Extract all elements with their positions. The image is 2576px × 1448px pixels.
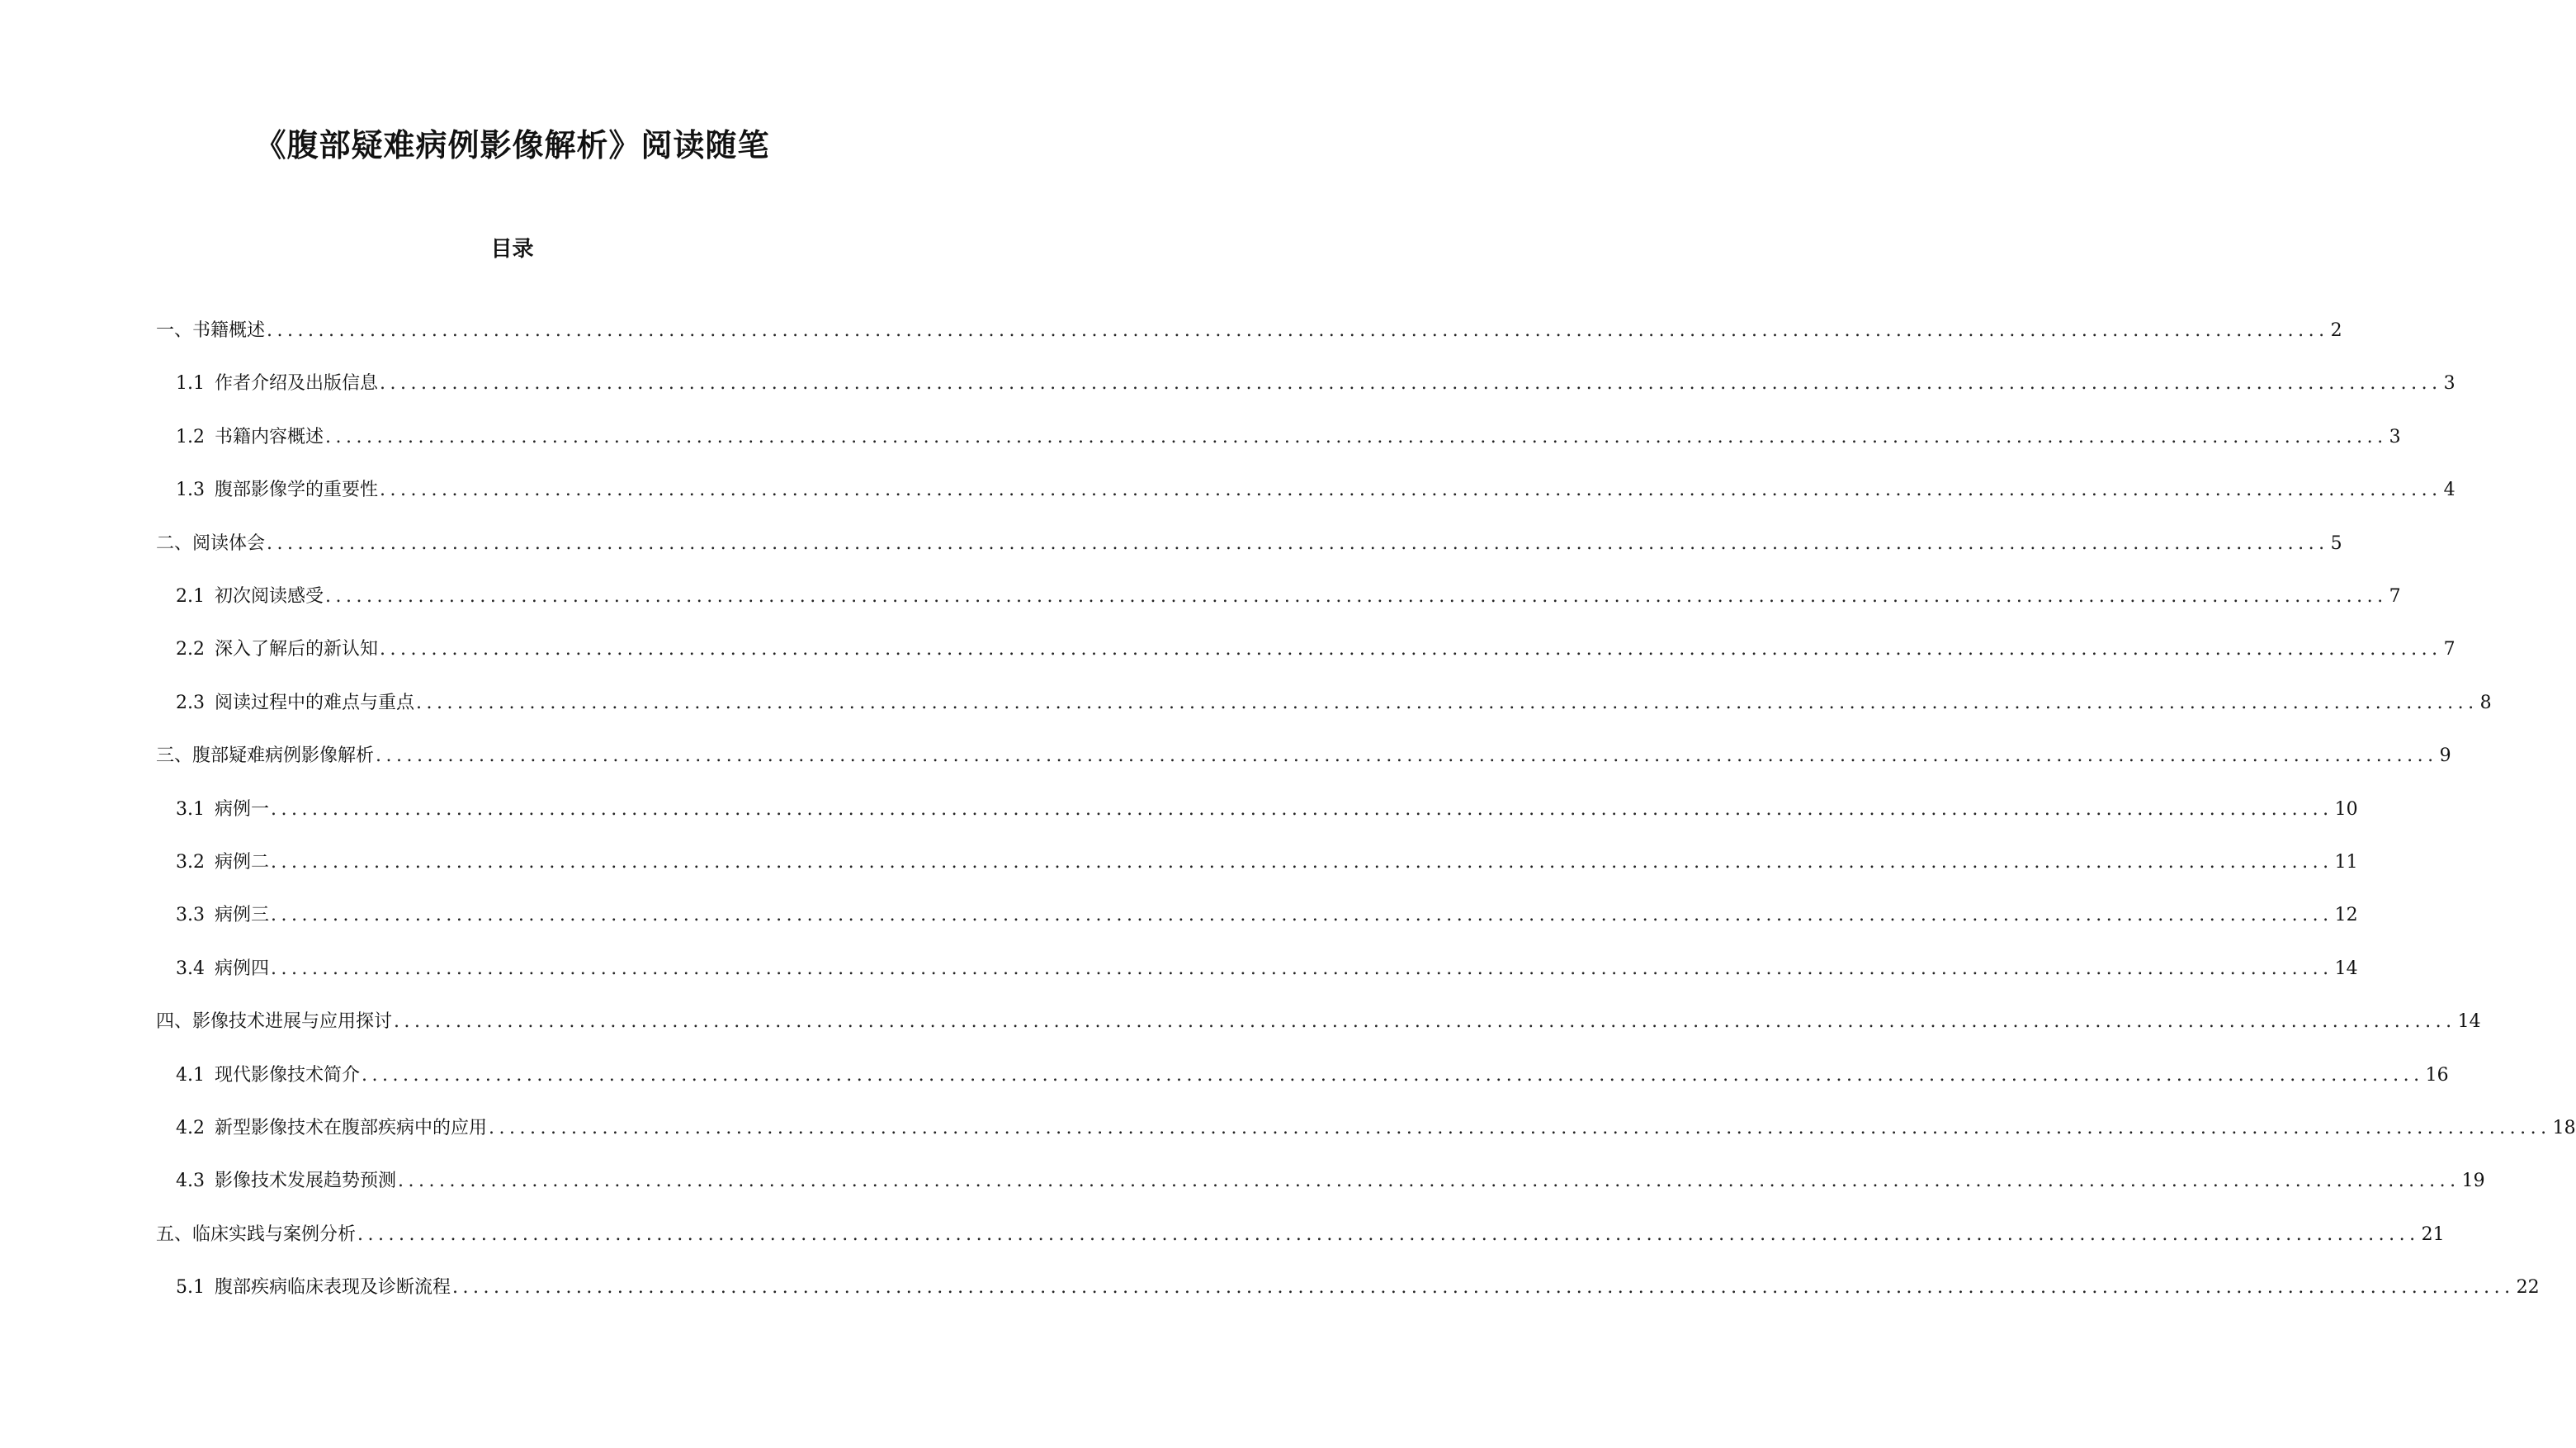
toc-entry[interactable] — [176, 954, 2358, 984]
toc-entry-label: 病例一 — [215, 799, 270, 820]
toc-page-number: 12 — [2334, 905, 2358, 925]
toc-entry-number: 3.2 — [176, 852, 205, 873]
toc-entry-number: 1.3 — [176, 480, 205, 500]
toc-entry[interactable] — [176, 795, 2358, 825]
toc-page-number: 14 — [2457, 1011, 2481, 1032]
toc-page-number: 3 — [2389, 427, 2401, 447]
toc-page-number: 16 — [2425, 1065, 2449, 1086]
toc-entry[interactable] — [176, 476, 2455, 505]
toc-entry[interactable] — [176, 369, 2455, 399]
toc-entry-number: 2.1 — [176, 586, 205, 607]
toc-entry-number: 4.2 — [176, 1118, 205, 1138]
toc-page-number: 4 — [2443, 480, 2455, 500]
toc-dot-leader: ........................................................................................................................................................................................................ — [357, 1224, 2420, 1245]
toc-page-number: 9 — [2439, 745, 2451, 766]
toc-entry-label: 作者介绍及出版信息 — [215, 373, 379, 394]
toc-entry-label: 书籍内容概述 — [215, 427, 324, 447]
toc-dot-leader: ........................................................................................................................................................................................................ — [325, 427, 2388, 447]
toc-entry-label: 病例三 — [215, 905, 270, 925]
toc-heading: 目录 — [490, 237, 534, 262]
toc-dot-leader: ........................................................................................................................................................................................................ — [489, 1118, 2551, 1138]
toc-entry-number: 3.1 — [176, 799, 205, 820]
toc-entry-number: 4.3 — [176, 1171, 205, 1191]
toc-entry[interactable] — [156, 1220, 2445, 1250]
toc-entry[interactable] — [156, 741, 2451, 771]
toc-page-number: 2 — [2330, 320, 2342, 341]
toc-dot-leader: ........................................................................................................................................................................................................ — [271, 799, 2333, 820]
toc-entry-label: 深入了解后的新认知 — [215, 639, 379, 660]
toc-dot-leader: ........................................................................................................................................................................................................ — [376, 745, 2438, 766]
toc-entry-label: 新型影像技术在腹部疾病中的应用 — [215, 1118, 488, 1138]
toc-page-number: 22 — [2516, 1277, 2540, 1298]
toc-entry[interactable] — [176, 901, 2358, 930]
toc-entry[interactable] — [176, 848, 2358, 878]
toc-dot-leader: ........................................................................................................................................................................................................ — [325, 586, 2388, 607]
toc-entry-label: 三、腹部疑难病例影像解析 — [156, 745, 375, 766]
toc-dot-leader: ........................................................................................................................................................................................................ — [398, 1171, 2460, 1191]
toc-page-number: 10 — [2334, 799, 2358, 820]
toc-entry[interactable] — [176, 1114, 2576, 1143]
toc-dot-leader: ........................................................................................................................................................................................................ — [362, 1065, 2424, 1086]
toc-dot-leader: ........................................................................................................................................................................................................ — [452, 1277, 2515, 1298]
toc-page-number: 19 — [2461, 1171, 2485, 1191]
toc-dot-leader: ........................................................................................................................................................................................................ — [267, 320, 2329, 341]
toc-entry-number: 2.2 — [176, 639, 205, 660]
toc-page-number: 21 — [2421, 1224, 2445, 1245]
toc-dot-leader: ........................................................................................................................................................................................................ — [416, 693, 2479, 713]
toc-entry-number: 1.2 — [176, 427, 205, 447]
toc-page-number: 14 — [2334, 958, 2358, 979]
toc-page-number: 11 — [2334, 852, 2358, 873]
toc-dot-leader: ........................................................................................................................................................................................................ — [380, 373, 2442, 394]
toc-dot-leader: ........................................................................................................................................................................................................ — [380, 639, 2442, 660]
toc-entry-label: 腹部影像学的重要性 — [215, 480, 379, 500]
toc-entry-label: 病例二 — [215, 852, 270, 873]
toc-entry[interactable] — [176, 423, 2401, 452]
toc-entry-number: 4.1 — [176, 1065, 205, 1086]
toc-dot-leader: ........................................................................................................................................................................................................ — [267, 533, 2329, 554]
toc-entry-number: 2.3 — [176, 693, 205, 713]
toc-entry[interactable] — [156, 529, 2342, 559]
toc-dot-leader: ........................................................................................................................................................................................................ — [380, 480, 2442, 500]
toc-dot-leader: ........................................................................................................................................................................................................ — [271, 958, 2333, 979]
toc-page-number: 7 — [2443, 639, 2455, 660]
toc-entry-label: 腹部疾病临床表现及诊断流程 — [215, 1277, 451, 1298]
toc-entry-number: 5.1 — [176, 1277, 205, 1298]
toc-dot-leader: ........................................................................................................................................................................................................ — [271, 905, 2333, 925]
toc-entry-label: 阅读过程中的难点与重点 — [215, 693, 415, 713]
toc-entry[interactable] — [176, 1273, 2540, 1303]
toc-entry[interactable] — [176, 689, 2492, 718]
toc-entry-label: 二、阅读体会 — [156, 533, 266, 554]
toc-entry[interactable] — [176, 1061, 2449, 1091]
toc-entry-label: 影像技术发展趋势预测 — [215, 1171, 397, 1191]
toc-entry-number: 3.4 — [176, 958, 205, 979]
toc-entry-number: 3.3 — [176, 905, 205, 925]
toc-entry-label: 四、影像技术进展与应用探讨 — [156, 1011, 393, 1032]
toc-entry-number: 1.1 — [176, 373, 205, 394]
toc-page-number: 8 — [2479, 693, 2492, 713]
toc-page-number: 3 — [2443, 373, 2455, 394]
toc-entry[interactable] — [176, 582, 2401, 612]
toc-entry[interactable] — [176, 635, 2455, 665]
toc-dot-leader: ........................................................................................................................................................................................................ — [271, 852, 2333, 873]
toc-page-number: 5 — [2330, 533, 2342, 554]
toc-entry[interactable] — [156, 316, 2342, 346]
toc-entry-label: 初次阅读感受 — [215, 586, 324, 607]
toc-entry-label: 现代影像技术简介 — [215, 1065, 361, 1086]
toc-entry-label: 五、临床实践与案例分析 — [156, 1224, 357, 1245]
toc-entry[interactable] — [156, 1007, 2481, 1037]
toc-entry[interactable] — [176, 1166, 2485, 1196]
toc-dot-leader: ........................................................................................................................................................................................................ — [394, 1011, 2456, 1032]
toc-page-number: 7 — [2389, 586, 2401, 607]
toc-entry-label: 病例四 — [215, 958, 270, 979]
toc-entry-label: 一、书籍概述 — [156, 320, 266, 341]
toc-page-number: 18 — [2552, 1118, 2576, 1138]
document-title: 《腹部疑难病例影像解析》阅读随笔 — [254, 126, 770, 163]
